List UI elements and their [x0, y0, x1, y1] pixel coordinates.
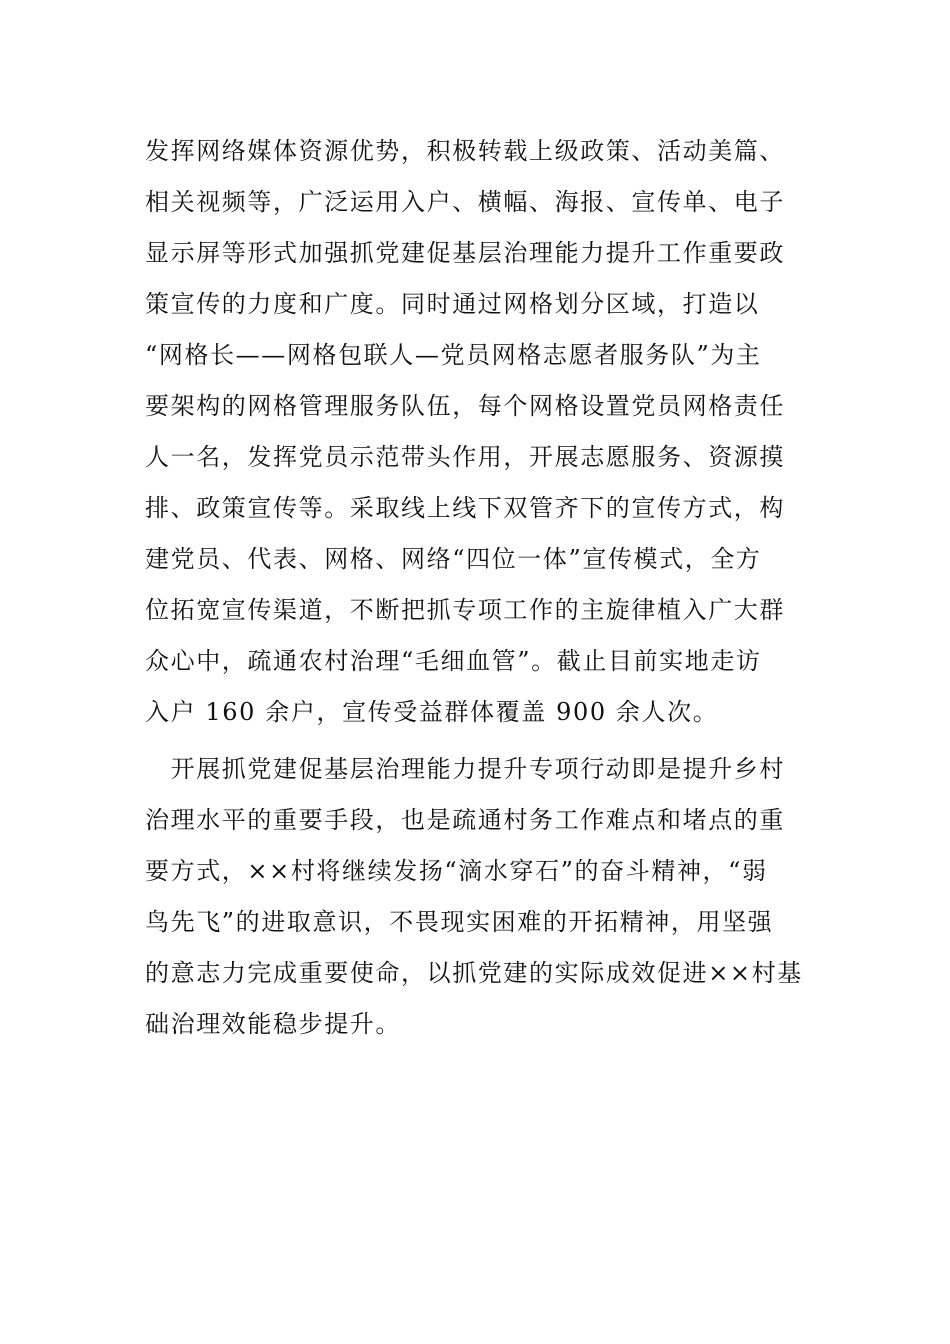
paragraph-line: 入户 160 余户，宣传受益群体覆盖 900 余人次。: [145, 698, 719, 726]
paragraph-line: 要架构的网格管理服务队伍，每个网格设置党员网格责任: [145, 392, 785, 420]
paragraph-line: 显示屏等形式加强抓党建促基层治理能力提升工作重要政: [145, 239, 785, 267]
paragraph-line: 础治理效能稳步提升。: [145, 1010, 401, 1038]
paragraph-line: 的意志力完成重要使命，以抓党建的实际成效促进××村基: [145, 959, 803, 987]
document-body: [145, 126, 805, 1050]
paragraph-line: 要方式，××村将继续发扬“滴水穿石”的奋斗精神，“弱: [145, 857, 768, 885]
paragraph-line: 众心中，疏通农村治理“毛细血管”。截止目前实地走访: [145, 647, 762, 675]
paragraph-line: 相关视频等，广泛运用入户、横幅、海报、宣传单、电子: [145, 188, 785, 216]
paragraph-line: 位拓宽宣传渠道，不断把抓专项工作的主旋律植入广大群: [145, 596, 785, 624]
paragraph-line: 开展抓党建促基层治理能力提升专项行动即是提升乡村: [145, 755, 785, 783]
paragraph-line: 人一名，发挥党员示范带头作用，开展志愿服务、资源摸: [145, 443, 785, 471]
paragraph-2: [145, 744, 805, 1050]
paragraph-1: [145, 126, 805, 738]
paragraph-line: 建党员、代表、网格、网络“四位一体”宣传模式，全方: [145, 545, 762, 573]
paragraph-line: 治理水平的重要手段，也是疏通村务工作难点和堵点的重: [145, 806, 785, 834]
paragraph-line: 鸟先飞”的进取意识，不畏现实困难的开拓精神，用坚强: [145, 908, 774, 936]
paragraph-line: 策宣传的力度和广度。同时通过网格划分区域，打造以: [145, 290, 760, 318]
paragraph-line: 排、政策宣传等。采取线上线下双管齐下的宣传方式，构: [145, 494, 785, 522]
paragraph-line: 发挥网络媒体资源优势，积极转载上级政策、活动美篇、: [145, 137, 785, 165]
paragraph-line: “网格长——网格包联人—党员网格志愿者服务队”为主: [145, 341, 762, 369]
